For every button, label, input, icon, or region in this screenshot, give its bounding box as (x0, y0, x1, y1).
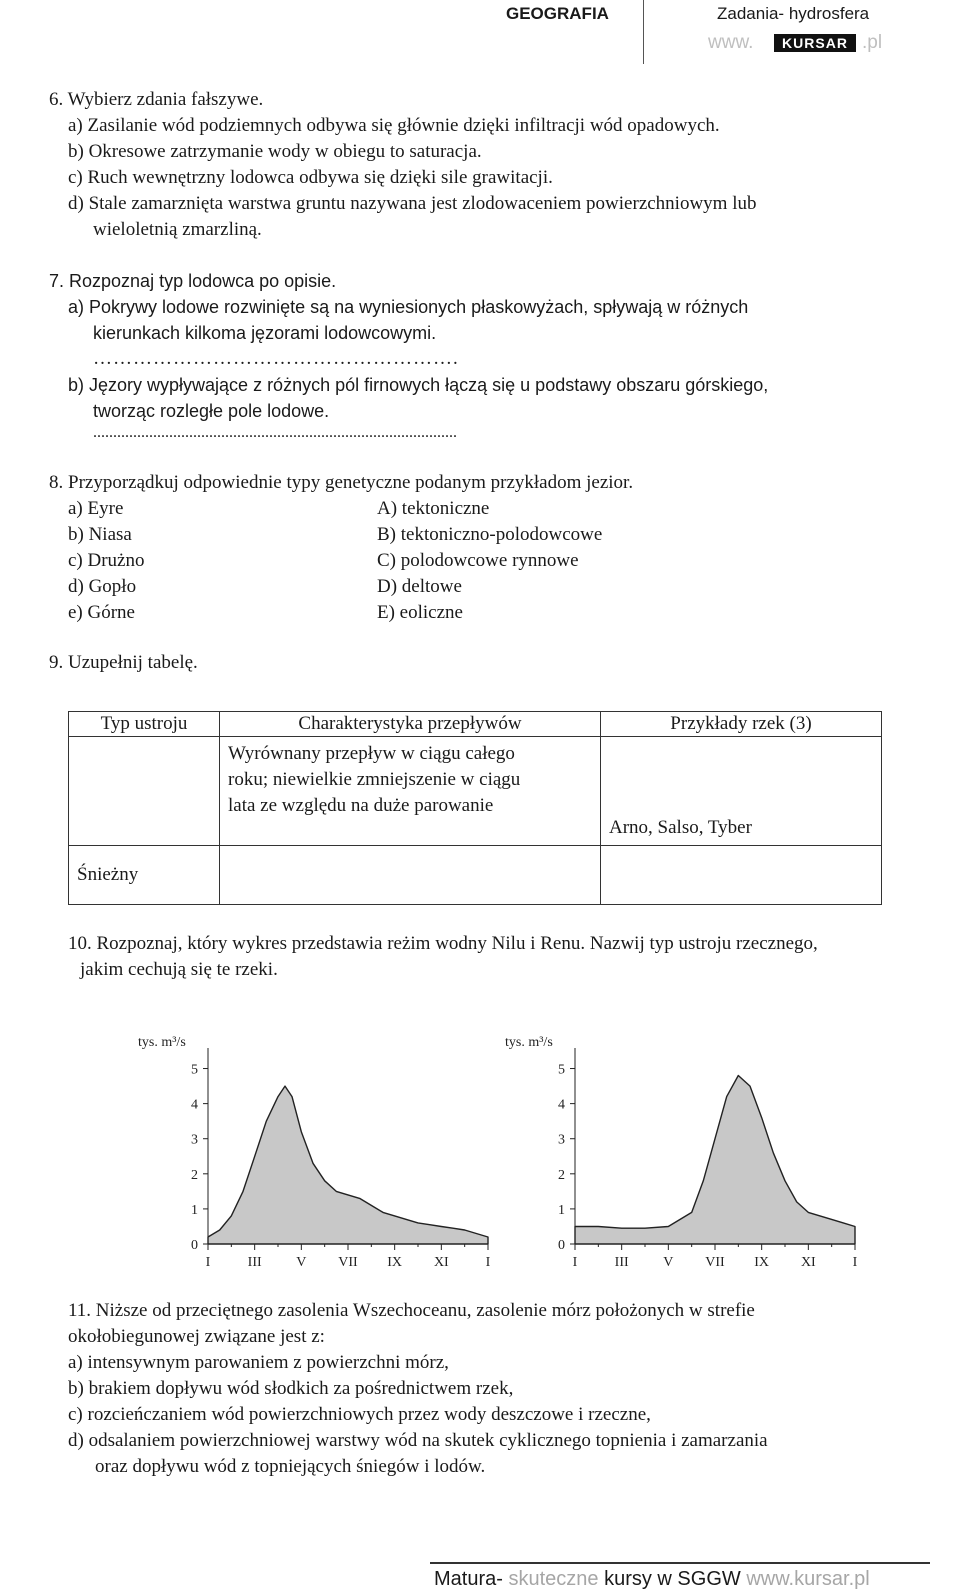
chart-x-tick-label: VII (338, 1255, 358, 1270)
table-header-cell: Charakterystyka przepływów (220, 712, 601, 737)
table-cell (69, 846, 220, 905)
chart-x-tick-label: XI (800, 1255, 816, 1270)
q11-option-b: b) brakiem dopływu wód słodkich za pośrednictwem rzek, (68, 1378, 514, 1399)
q7-option-a-line1: a) Pokrywy lodowe rozwinięte są na wyniesionych płaskowyżach, spływają w różnych (68, 297, 749, 317)
chart-x-tick-label: I (852, 1255, 858, 1270)
chart-ylabel: tys. m³/s (138, 1035, 186, 1050)
q8-lake: b) Niasa (68, 524, 132, 545)
footer-text-grey: skuteczne (508, 1568, 599, 1590)
q8-type: A) tektoniczne (377, 498, 490, 519)
kursar-logo: KURSAR (774, 34, 856, 52)
header-site-suffix[interactable]: .pl (862, 32, 883, 53)
chart-x-tick-label: V (663, 1255, 674, 1270)
table-header-cell: Przykłady rzek (3) (601, 712, 882, 737)
chart-y-tick-label: 5 (191, 1062, 198, 1078)
chart-x-tick-label: IX (387, 1255, 403, 1270)
q10-line1: 10. Rozpoznaj, który wykres przedstawia reżim wodny Nilu i Renu. Nazwij typ ustroju rzecznego, (68, 933, 818, 954)
table-cell (601, 737, 882, 846)
table-header-row (69, 712, 882, 737)
header-divider (643, 0, 644, 64)
chart-x-tick-label: VII (705, 1255, 725, 1270)
footer-text: kursy w SGGW (604, 1568, 741, 1590)
q7-option-b-line1: b) Jęzory wypływające z różnych pól firnowych łączą się u podstawy obszaru górskiego, (68, 375, 769, 395)
q6-option-c: c) Ruch wewnętrzny lodowca odbywa się dzięki sile grawitacji. (68, 167, 553, 188)
chart-x-tick-label: III (247, 1255, 262, 1270)
table-row (69, 737, 882, 846)
table-cell-text: roku; niewielkie zmniejszenie w ciągu (228, 769, 521, 790)
q6-title: 6. Wybierz zdania fałszywe. (49, 89, 264, 110)
q8-lake: d) Gopło (68, 576, 137, 597)
chart-x-tick-label: III (614, 1255, 629, 1270)
header-subject: GEOGRAFIA (506, 4, 609, 23)
chart-y-tick-label: 0 (191, 1238, 198, 1253)
q9-title: 9. Uzupełnij tabelę. (49, 652, 198, 673)
header-site-prefix[interactable]: www. (708, 32, 754, 53)
q11-option-d-line2: oraz dopływu wód z topniejących śniegów i lodów. (95, 1456, 486, 1477)
chart-x-tick-label: I (205, 1255, 211, 1270)
footer-divider (430, 1562, 930, 1564)
chart-y-tick-label: 0 (558, 1238, 565, 1253)
footer (434, 1568, 870, 1591)
chart-y-tick-label: 2 (558, 1167, 565, 1183)
q7-option-a-line2: kierunkach kilkoma jęzorami lodowcowymi. (93, 323, 437, 343)
chart-area-series (575, 1076, 855, 1245)
chart-area-series (208, 1086, 488, 1244)
footer-text: Matura- (434, 1568, 503, 1590)
q8-lake: c) Drużno (68, 550, 145, 571)
table-cell-text: Wyrównany przepływ w ciągu całego (228, 743, 515, 764)
q8-type: C) polodowcowe rynnowe (377, 550, 579, 571)
chart-x-tick-label: I (485, 1255, 491, 1270)
table-cell-text: Śnieżny (77, 864, 139, 885)
chart-y-tick-label: 3 (558, 1132, 565, 1148)
table-cell-empty[interactable] (220, 846, 601, 905)
q7-option-b-line2: tworząc rozległe pole lodowe. (93, 401, 330, 421)
q7-title: 7. Rozpoznaj typ lodowca po opisie. (49, 271, 337, 291)
q6-option-b: b) Okresowe zatrzymanie wody w obiegu to saturacja. (68, 141, 482, 162)
chart-y-tick-label: 1 (558, 1202, 565, 1218)
q6-option-d-line2: wieloletnią zmarzliną. (93, 219, 262, 240)
river-regime-chart-right (503, 1028, 863, 1280)
q11-option-d-line1: d) odsalaniem powierzchniowej warstwy wód na skutek cyklicznego topnienia i zamarzania (68, 1430, 768, 1451)
chart-y-tick-label: 5 (558, 1062, 565, 1078)
table-cell (220, 737, 601, 846)
table-header-cell: Typ ustroju (69, 712, 220, 737)
chart-x-tick-label: I (572, 1255, 578, 1270)
table-cell-empty[interactable] (601, 846, 882, 905)
table-row (69, 846, 882, 905)
chart-y-tick-label: 1 (191, 1202, 198, 1218)
q8-lake: a) Eyre (68, 498, 124, 519)
q11-option-c: c) rozcieńczaniem wód powierzchniowych przez wody deszczowe i rzeczne, (68, 1404, 651, 1425)
q10-line2: jakim cechują się te rzeki. (80, 959, 278, 980)
chart-x-tick-label: V (296, 1255, 307, 1270)
chart-y-tick-label: 2 (191, 1167, 198, 1183)
footer-link[interactable]: www.kursar.pl (746, 1568, 870, 1590)
river-regime-table (68, 711, 882, 905)
chart-y-tick-label: 4 (558, 1097, 565, 1113)
q8-type: E) eoliczne (377, 602, 463, 623)
chart-x-tick-label: XI (433, 1255, 449, 1270)
chart-x-tick-label: IX (754, 1255, 770, 1270)
q8-type: D) deltowe (377, 576, 462, 597)
header-topic: Zadania- hydrosfera (717, 4, 870, 23)
table-cell-empty[interactable] (69, 737, 220, 846)
q7-answer-a[interactable]: ………………………………………………. (93, 348, 459, 369)
q11-option-a: a) intensywnym parowaniem z powierzchni mórz, (68, 1352, 449, 1373)
q6-option-a: a) Zasilanie wód podziemnych odbywa się głównie dzięki infiltracji wód opadowych. (68, 115, 720, 136)
q8-lake: e) Górne (68, 602, 135, 623)
river-regime-chart-left (136, 1028, 496, 1280)
chart-y-tick-label: 4 (191, 1097, 198, 1113)
table-cell-text: lata ze względu na duże parowanie (228, 795, 494, 816)
table-cell-text: Arno, Salso, Tyber (609, 817, 752, 838)
q11-line2: okołobiegunowej związane jest z: (68, 1326, 325, 1347)
q7-answer-b[interactable]: ........................................................................................... (93, 424, 457, 441)
chart-ylabel: tys. m³/s (505, 1035, 553, 1050)
q8-type: B) tektoniczno-polodowcowe (377, 524, 603, 545)
q8-title: 8. Przyporządkuj odpowiednie typy genetyczne podanym przykładom jezior. (49, 472, 634, 493)
chart-y-tick-label: 3 (191, 1132, 198, 1148)
q6-option-d-line1: d) Stale zamarznięta warstwa gruntu nazywana jest zlodowaceniem powierzchniowym lub (68, 193, 757, 214)
q11-line1: 11. Niższe od przeciętnego zasolenia Wszechoceanu, zasolenie mórz położonych w strefie (68, 1300, 755, 1321)
